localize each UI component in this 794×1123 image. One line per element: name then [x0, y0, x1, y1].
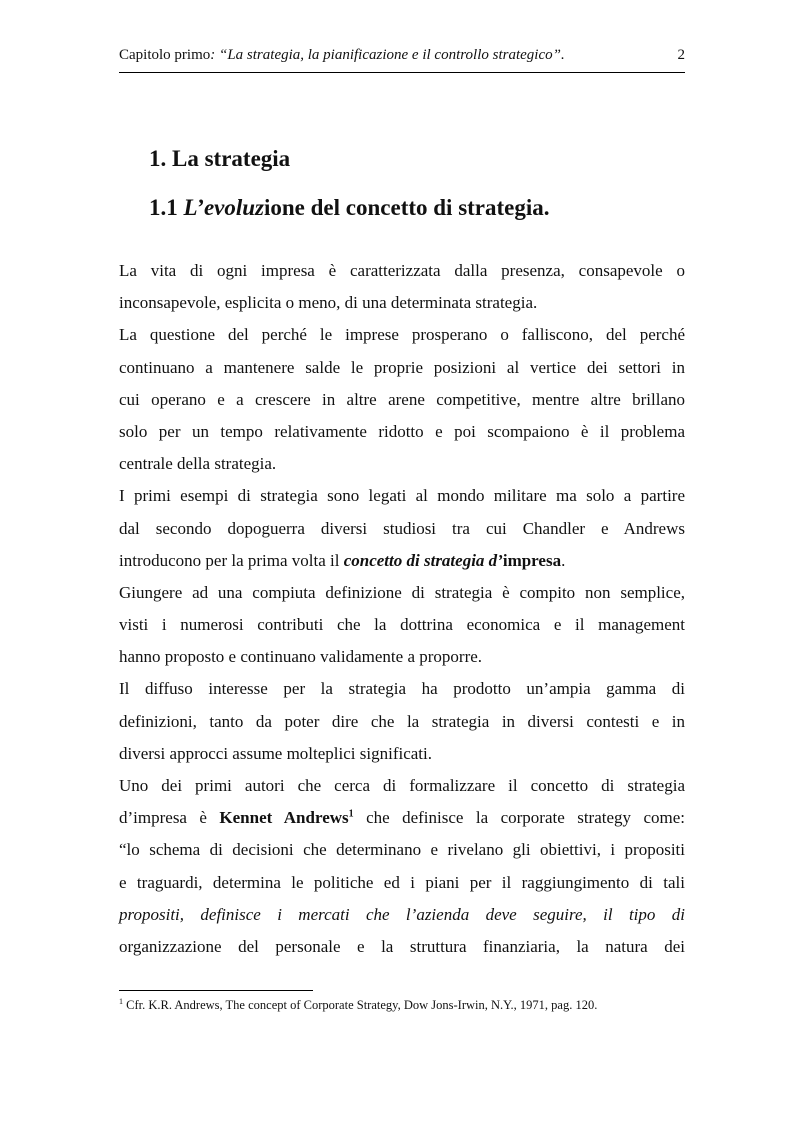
subsection-heading: 1.1 L’evoluzione del concetto di strategia.: [149, 195, 550, 220]
text-line: continuano a mantenere salde le proprie posizioni al vertice dei settori in: [119, 357, 685, 377]
text-line: hanno proposto e continuano validamente a proporre.: [119, 647, 483, 667]
text-line: I primi esempi di strategia sono legati al mondo militare ma solo a partire: [119, 486, 685, 506]
text-line: e traguardi, determina le politiche ed i piani per il raggiungimento di tali: [119, 872, 685, 892]
text-line: inconsapevole, esplicita o meno, di una determinata strategia.: [119, 293, 538, 313]
text-line: La questione del perché le imprese prosperano o falliscono, del perché: [119, 325, 685, 345]
text-line: diversi approcci assume molteplici significati.: [119, 743, 432, 763]
page-number: 2: [677, 47, 685, 63]
body-text: [119, 255, 685, 963]
text-line: “lo schema di decisioni che determinano e rivelano gli obiettivi, i propositi: [119, 840, 685, 860]
text-line: dal secondo dopoguerra diversi studiosi tra cui Chandler e Andrews: [119, 518, 685, 538]
text-line: La vita di ogni impresa è caratterizzata dalla presenza, consapevole o: [119, 261, 685, 280]
text-line: definizioni, tanto da poter dire che la strategia in diversi contesti e in: [119, 711, 685, 731]
text-line: organizzazione del personale e la struttura finanziaria, la natura dei: [119, 936, 685, 956]
footnote-divider: [119, 990, 313, 991]
text-line: Il diffuso interesse per la strategia ha prodotto un’ampia gamma di: [119, 679, 685, 699]
text-line: cui operano e a crescere in altre arene competitive, mentre altre brillano: [119, 389, 685, 409]
text-line: visti i numerosi contributi che la dottrina economica e il management: [119, 615, 685, 635]
footnote: $^1$ Cfr. K.R. Andrews, The concept of Corporate Strategy, Dow Jons-Irwin, N.Y., 1971, pag. 120.: [119, 996, 598, 1012]
text-line: propositi, definisce i mercati che l’azienda deve seguire, il tipo di: [119, 904, 685, 924]
text-line: solo per un tempo relativamente ridotto e poi scompaiono è il problema: [119, 421, 685, 441]
chapter-title: Capitolo primo: “La strategia, la pianificazione e il controllo strategico”.: [119, 47, 565, 63]
text-line: Uno dei primi autori che cerca di formalizzare il concetto di strategia: [119, 776, 685, 795]
text-line: introducono per la prima volta il concetto di strategia d’impresa.: [119, 550, 566, 570]
section-heading: 1. La strategia: [149, 146, 291, 171]
page-header: [119, 46, 685, 73]
text-line: d’impresa è Kennet Andrews$^1$ che definisce la corporate strategy come:: [119, 808, 685, 828]
text-line: centrale della strategia.: [119, 454, 277, 474]
text-line: Giungere ad una compiuta definizione di strategia è compito non semplice,: [119, 582, 685, 602]
